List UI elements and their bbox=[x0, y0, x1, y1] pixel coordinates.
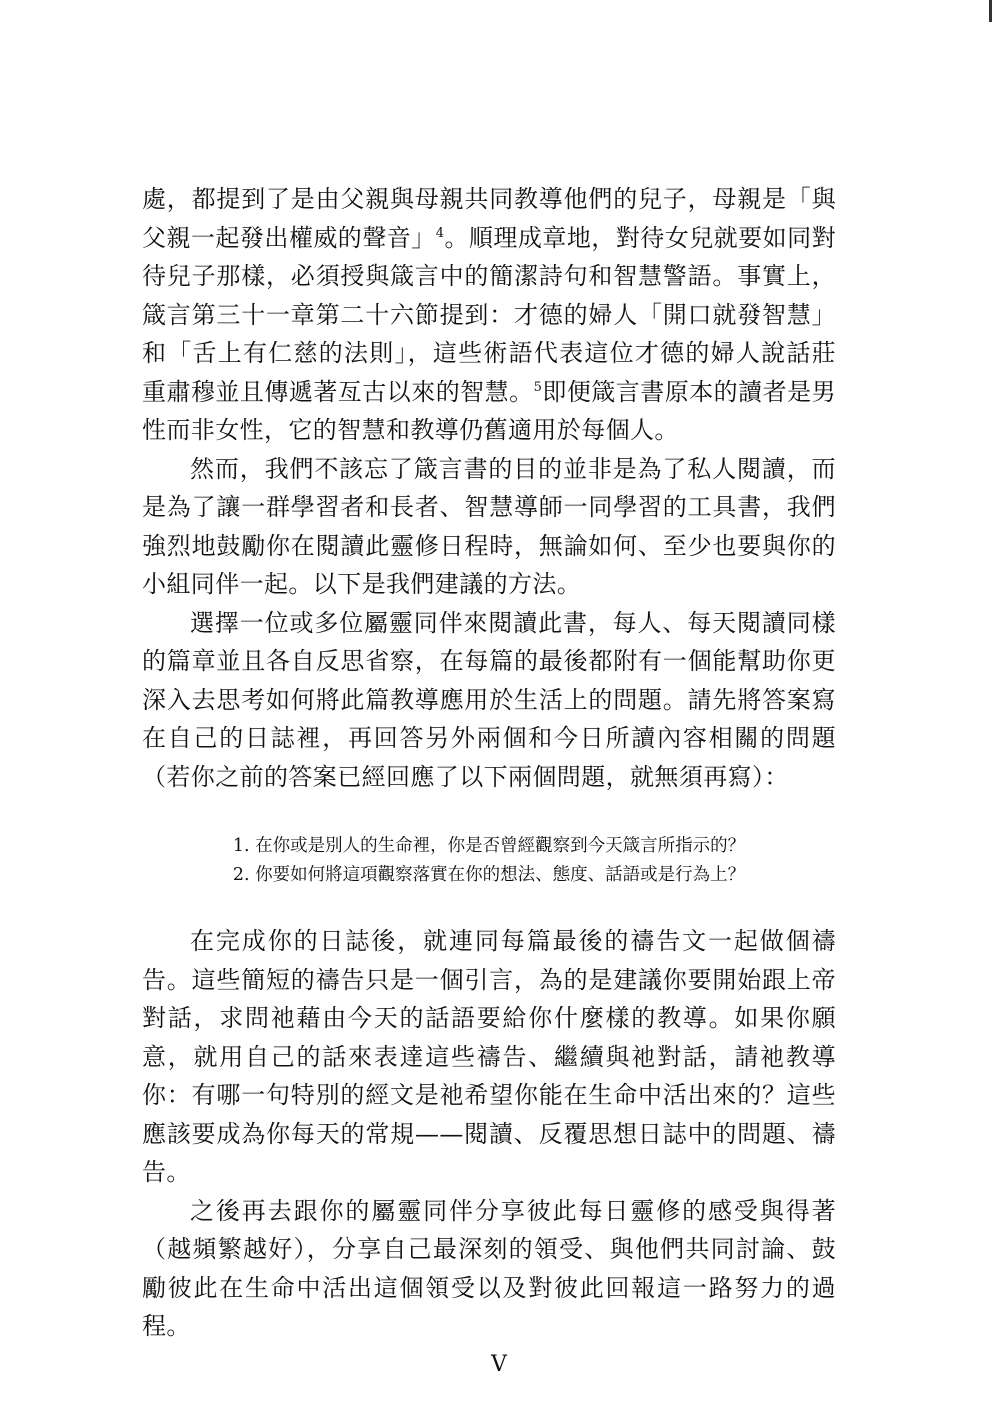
question-item-2: 2. 你要如何將這項觀察落實在你的想法、態度、話語或是行為上？ bbox=[232, 865, 746, 885]
paragraph-4: 在完成你的日誌後，就連同每篇最後的禱告文一起做個禱告。這些簡短的禱告只是一個引言，為的是建議你要開始跟上帝對話，求問祂藉由今天的話語要給你什麼樣的教導。如果你願意，就用自己的話來表達這些禱告、繼續與祂對話，請祂教導你：有哪一句特別的經文是祂希望你能在生命中活出來的？這些應該要成為你每天的常規——閱讀、反覆思想日誌中的問題、禱告。 bbox=[142, 927, 836, 1186]
paragraph-3: 選擇一位或多位屬靈同伴來閱讀此書，每人、每天閱讀同樣的篇章並且各自反思省察，在每篇的最後都附有一個能幫助你更深入去思考如何將此篇教導應用於生活上的問題。請先將答案寫在自己的日誌裡，再回答另外兩個和今日所讀內容相關的問題（若你之前的答案已經回應了以下兩個問題，就無須再寫）： bbox=[142, 608, 836, 791]
paragraph-2: 然而，我們不該忘了箴言書的目的並非是為了私人閱讀，而是為了讓一群學習者和長者、智慧導師一同學習的工具書，我們強烈地鼓勵你在閱讀此靈修日程時，無論如何、至少也要與你的小組同伴一起。以下是我們建議的方法。 bbox=[142, 454, 836, 598]
question-list bbox=[142, 832, 836, 890]
page-number: V bbox=[491, 1352, 507, 1377]
page-content bbox=[142, 180, 836, 1346]
question-item-1: 1. 在你或是別人的生命裡，你是否曾經觀察到今天箴言所指示的？ bbox=[232, 836, 746, 856]
paragraph-1-part-1: 處，都提到了是由父親與母親共同教導他們的兒子，母親是「與父親一起發出權威的聲音」 bbox=[142, 185, 836, 252]
paragraph-1-part-2: 。順理成章地，對待女兒就要如同對待兒子那樣，必須授與箴言中的簡潔詩句和智慧警語。事實上，箴言第三十一章第二十六節提到：才德的婦人「開口就發智慧」和「舌上有仁慈的法則」，這些術語代表這位才德的婦人說話莊重肅穆並且傳遞著亙古以來的智慧。 bbox=[142, 223, 836, 406]
paragraph-1-part-3: 即便箴言書原本的讀者是男性而非女性，它的智慧和教導仍舊適用於每個人。 bbox=[142, 377, 836, 444]
paragraph-1 bbox=[142, 180, 836, 450]
paragraph-5: 之後再去跟你的屬靈同伴分享彼此每日靈修的感受與得著（越頻繁越好），分享自己最深刻的領受、與他們共同討論、鼓勵彼此在生命中活出這個領受以及對彼此回報這一路努力的過程。 bbox=[142, 1196, 836, 1340]
footnote-marker-4[interactable]: 4 bbox=[435, 225, 445, 241]
scan-edge-mark bbox=[989, 0, 992, 22]
footnote-marker-5[interactable]: 5 bbox=[533, 379, 543, 395]
